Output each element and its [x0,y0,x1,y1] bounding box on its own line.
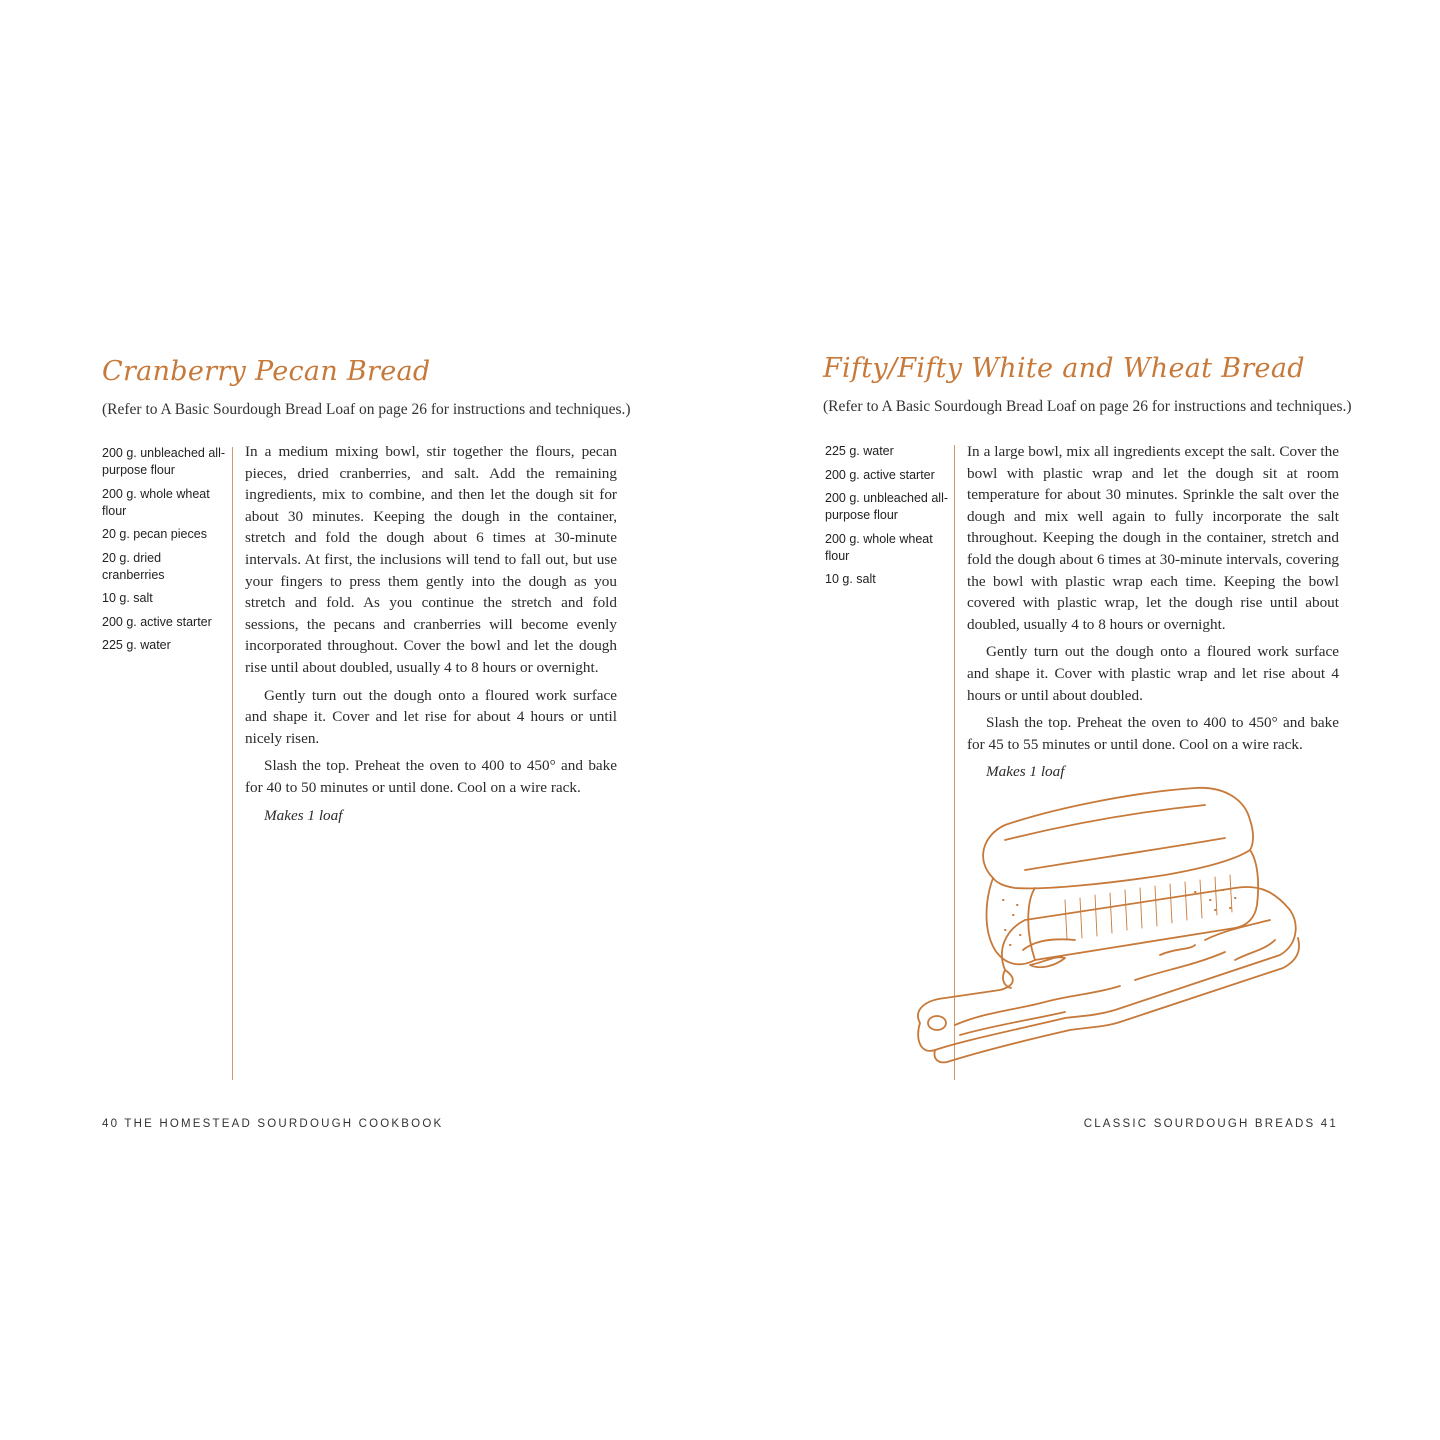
refer-note: (Refer to A Basic Sourdough Bread Loaf on page 26 for instructions and techniques.) [102,401,631,418]
ingredient-item: 200 g. active starter [102,614,212,629]
ingredient-item: 225 g. water [102,638,171,652]
ingredient-list [825,443,950,595]
page-footer: CLASSIC SOURDOUGH BREADS 41 [1083,1118,1338,1130]
column-divider [232,447,233,1080]
instructions [245,441,617,832]
ingredient-item: 200 g. unbleached all-purpose flour [825,491,949,522]
instruction-paragraph: In a large bowl, mix all ingredients except the salt. Cover the bowl with plastic wrap and let the dough sit at room temperature for about 30 minutes. Sprinkle the salt over the dough and mix well again to fully incorporate the salt throughout. Keeping the dough in the container, stretch and fold the dough about 6 times at 30-minute intervals, covering the bowl with plastic wrap each time. Keeping the bowl covered with plastic wrap, let the dough rise until about doubled, usually 4 to 8 hours or overnight. [967,443,1340,633]
ingredient-list [102,445,227,661]
recipe-title: Cranberry Pecan Bread [102,356,431,387]
recipe-yield: Makes 1 loaf [264,806,343,824]
instruction-paragraph: Gently turn out the dough onto a floured work surface and shape it. Cover and let rise for about 4 hours or until nicely risen. [245,686,617,747]
ingredient-item: 20 g. dried cranberries [102,550,165,582]
ingredient-item: 200 g. unbleached all-purpose flour [102,446,226,477]
ingredient-item: 225 g. water [825,444,894,458]
bread-loaf-on-cutting-board-icon [905,780,1345,1070]
recipe-yield: Makes 1 loaf [986,763,1065,781]
instruction-paragraph: In a medium mixing bowl, stir together the flours, pecan pieces, dried cranberries, and salt. Add the remaining ingredients, mix to combine, and then let the dough sit for about 30 minutes. Keeping the dough in the container, stretch and fold the dough about 6 times at 30-minute intervals. At first, the inclusions will tend to fall out, but use your fingers to press them gently into the dough as you stretch and fold. As you continue the stretch and fold sessions, the pecans and cranberries will become evenly incorporated throughout. Cover the bowl and let the dough rise until about doubled, usually 4 to 8 hours or overnight. [245,443,617,676]
page-footer: 40 THE HOMESTEAD SOURDOUGH COOKBOOK [102,1118,444,1130]
instructions [967,441,1339,789]
ingredient-item: 200 g. whole wheat flour [102,486,210,518]
refer-note: (Refer to A Basic Sourdough Bread Loaf on page 26 for instructions and techniques.) [823,398,1352,415]
ingredient-item: 20 g. pecan pieces [102,527,207,541]
ingredient-item: 200 g. whole wheat flour [825,531,933,563]
ingredient-item: 200 g. active starter [825,467,935,482]
ingredient-item: 10 g. salt [825,572,876,586]
instruction-paragraph: Slash the top. Preheat the oven to 400 to 450° and bake for 40 to 50 minutes or until done. Cool on a wire rack. [245,757,617,796]
recipe-title: Fifty/Fifty White and Wheat Bread [823,353,1305,384]
right-page [720,0,1440,1440]
ingredient-item: 10 g. salt [102,591,153,605]
instruction-paragraph: Gently turn out the dough onto a floured work surface and shape it. Cover with plastic wrap and let rise about 4 hours or until about doubled. [967,643,1339,704]
instruction-paragraph: Slash the top. Preheat the oven to 400 to 450° and bake for 45 to 55 minutes or until done. Cool on a wire rack. [967,714,1339,753]
